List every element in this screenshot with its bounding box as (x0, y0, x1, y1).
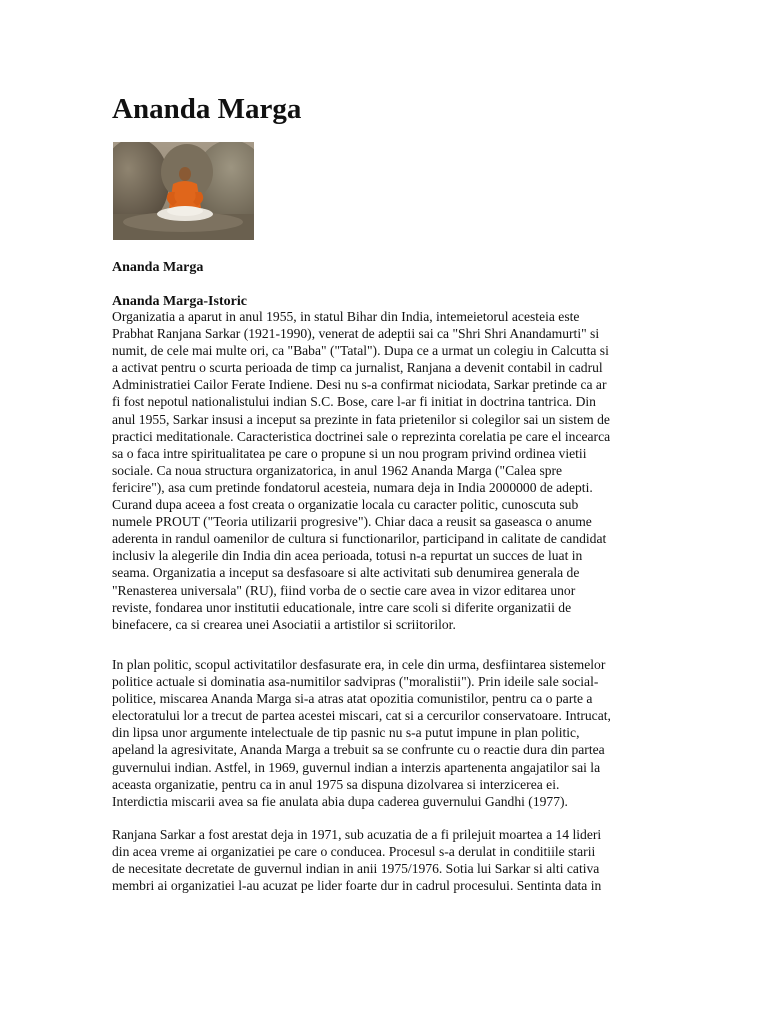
text-line: fi fost nepotul nationalistului indian S.C. Bose, care l-ar fi initiat in doctrina tantrica. Din (112, 394, 596, 410)
text-line: membri ai organizatiei l-au acuzat pe lider foarte dur in cadrul procesului. Sentinta data in (112, 878, 602, 894)
text-line: inclusiv la alegerile din India din acea perioada, totusi n-a repurtat un succes de luat in (112, 548, 583, 564)
document-subtitle: Ananda Marga (112, 260, 204, 275)
text-line: sa o faca intre spiritualitatea pe care o propune si un nou program privind ordinea vietii (112, 445, 587, 461)
text-line: Administratiei Cailor Ferate Indiene. Desi nu s-a confirmat niciodata, Sarkar pretinde ca ar (112, 377, 607, 393)
text-line: Organizatia a aparut in anul 1955, in statul Bihar din India, intemeietorul acesteia este (112, 309, 580, 324)
text-line: reviste, fondarea unor institutii educationale, intre care scoli si diferite organizatii de (112, 599, 572, 615)
meditating-man-photo (113, 142, 254, 240)
text-line: Ranjana Sarkar a fost arestat deja in 1971, sub acuzatia de a fi prilejuit moartea a 14 lideri (112, 827, 602, 842)
paragraph-2 (112, 656, 628, 810)
text-line: apeland la agresivitate, Ananda Marga a trebuit sa se confrunte cu o reactie dura din partea (112, 742, 605, 758)
paragraph-1 (112, 308, 628, 633)
text-line: numele PROUT ("Teoria utilizarii progresive"). Chiar daca a reusit sa gaseasca o anume (112, 514, 592, 530)
text-line: numit, de cele mai multe ori, ca "Baba" ("Tatal"). Dupa ce a urmat un colegiu in Calcutta si (112, 343, 609, 359)
text-line: In plan politic, scopul activitatilor desfasurate era, in cele din urma, desfiintarea sistemelor (112, 657, 606, 672)
text-line: de necesitate decretate de guvernul indian in anii 1975/1976. Sotia lui Sarkar si alti cativa (112, 861, 600, 877)
text-line: practici meditationale. Caracteristica doctrinei sale o reprezinta corelatia pe care el incearca (112, 428, 611, 444)
text-line: "Renasterea universala" (RU), fiind vorba de o sectie care avea in vizor editarea unor (112, 582, 576, 598)
text-line: seama. Organizatia a inceput sa desfasoare si alte activitati sub denumirea generala de (112, 565, 580, 581)
text-line: politice, miscarea Ananda Marga si-a atras atat opozitia comunistilor, pentru ca o parte a (112, 691, 593, 707)
text-line: Prabhat Ranjana Sarkar (1921-1990), venerat de adeptii sai ca "Shri Shri Anandamurti" si (112, 326, 600, 342)
text-line: sociale. Ca noua structura organizatorica, in anul 1962 Ananda Marga ("Calea spre (112, 462, 563, 478)
paragraph-3 (112, 826, 628, 894)
text-line: aceasta organizatie, pentru ca in anul 1975 sa dispuna dizolvarea si interzicerea ei. (112, 776, 560, 792)
text-line: Interdictia miscarii avea sa fie anulata abia dupa caderea guvernului Gandhi (1977). (112, 793, 568, 809)
text-line: binefacere, ca si crearea unei Asociatii a artistilor si scriitorilor. (112, 616, 456, 632)
document-title: Ananda Marga (112, 93, 302, 125)
text-line: anul 1955, Sarkar insusi a inceput sa prezinte in fata prietenilor si colegilor sai un sistem de (112, 411, 610, 427)
text-line: a activat pentru o scurta perioada de timp ca jurnalist, Ranjana a devenit contabil in cadrul (112, 360, 603, 376)
text-line: aderenta in randul oamenilor de cultura si functionarilor, participand in calitate de candidat (112, 531, 607, 547)
text-line: politice actuale si dominatia asa-numitilor sadvipras ("moralistii"). Prin ideile sale social- (112, 674, 599, 690)
text-line: din acea vreme ai organizatiei pe care o conducea. Procesul s-a derulat in conditiile starii (112, 844, 596, 860)
text-line: electoratului lor a trecut de partea acestei miscari, cat si a cercurilor conservatoare. Intrucat, (112, 708, 611, 724)
text-line: Curand dupa aceea a fost creata o organizatie locala cu caracter politic, cunoscuta sub (112, 497, 579, 513)
text-line: fericire"), asa cum pretinde fondatorul acesteia, numara deja in India 2000000 de adepti. (112, 479, 593, 495)
section-heading: Ananda Marga-Istoric (112, 294, 247, 309)
text-line: guvernului indian. Astfel, in 1969, guvernul indian a interzis apartenenta angajatilor sai la (112, 759, 601, 775)
text-line: din lipsa unor argumente intelectuale de tip pasnic nu s-a putut impune in plan politic, (112, 725, 580, 741)
